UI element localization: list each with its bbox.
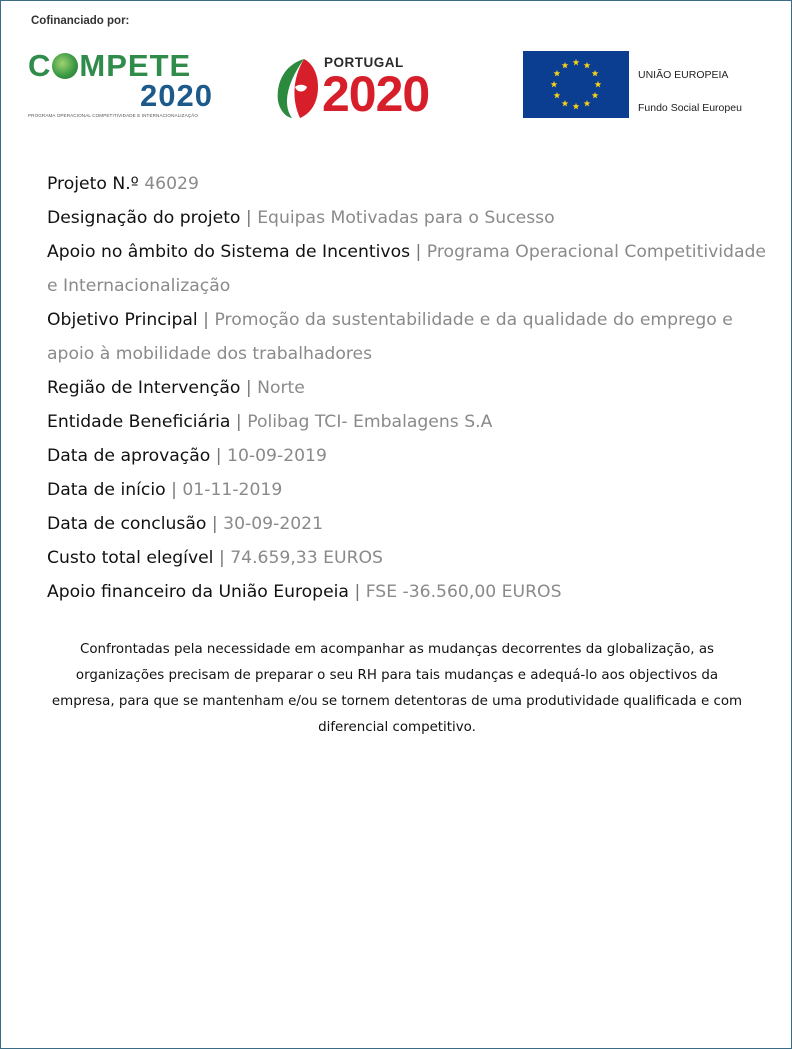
eu-star-icon xyxy=(595,81,602,88)
eu-name: UNIÃO EUROPEIA xyxy=(638,69,729,81)
eu-star-icon xyxy=(573,103,580,110)
eu-star-icon xyxy=(554,92,561,99)
row-value: FSE -36.560,00 EUROS xyxy=(365,582,562,602)
row-value: Programa Operacional Competitividade e Internacionalização xyxy=(47,242,766,296)
project-row xyxy=(47,541,767,575)
row-value: 01-11-2019 xyxy=(182,480,283,500)
row-label: Entidade Beneficiária xyxy=(47,412,231,432)
row-separator: | xyxy=(245,208,252,228)
row-value: 30-09-2021 xyxy=(223,514,324,534)
eu-star-icon xyxy=(592,92,599,99)
row-label: Apoio financeiro da União Europeia xyxy=(47,582,349,602)
globe-icon xyxy=(52,53,78,79)
row-separator: | xyxy=(218,548,225,568)
eu-flag-icon xyxy=(523,51,629,118)
row-separator: | xyxy=(235,412,242,432)
project-row xyxy=(47,235,767,303)
row-label: Designação do projeto xyxy=(47,208,241,228)
project-row xyxy=(47,439,767,473)
project-row xyxy=(47,405,767,439)
row-value: 46029 xyxy=(144,174,199,194)
portugal-2020-logo xyxy=(274,53,484,123)
row-separator: | xyxy=(245,378,252,398)
eu-star-icon xyxy=(562,62,569,69)
row-label: Apoio no âmbito do Sistema de Incentivos xyxy=(47,242,411,262)
compete-letters-rest: MPETE xyxy=(79,48,192,83)
project-info xyxy=(47,167,767,609)
row-label: Custo total elegível xyxy=(47,548,214,568)
row-value: Norte xyxy=(257,378,305,398)
portugal-label: PORTUGAL xyxy=(324,55,404,70)
eu-star-icon xyxy=(554,70,561,77)
row-value: Promoção da sustentabilidade e da qualidade do emprego e apoio à mobilidade dos trabalhadores xyxy=(47,310,733,364)
eu-star-icon xyxy=(562,100,569,107)
row-label: Data de conclusão xyxy=(47,514,207,534)
cofinanced-label: Cofinanciado por: xyxy=(31,15,130,27)
portugal-flag-mark-icon xyxy=(274,57,320,119)
project-row xyxy=(47,473,767,507)
eu-star-icon xyxy=(592,70,599,77)
project-row xyxy=(47,575,767,609)
project-row xyxy=(47,201,767,235)
project-row xyxy=(47,371,767,405)
compete-subtitle: PROGRAMA OPERACIONAL COMPETITIVIDADE E INTERNACIONALIZAÇÃO xyxy=(28,113,199,118)
row-separator: | xyxy=(215,446,222,466)
eu-fund-name: Fundo Social Europeu xyxy=(638,102,742,114)
row-label: Região de Intervenção xyxy=(47,378,241,398)
row-value: Equipas Motivadas para o Sucesso xyxy=(257,208,555,228)
project-row xyxy=(47,507,767,541)
compete-letter-c: C xyxy=(28,48,52,83)
eu-star-icon xyxy=(584,100,591,107)
row-separator: | xyxy=(354,582,361,602)
portugal-year: 2020 xyxy=(322,66,430,122)
compete-year: 2020 xyxy=(140,78,213,113)
row-value: Polibag TCI- Embalagens S.A xyxy=(247,412,493,432)
eu-star-icon xyxy=(551,81,558,88)
row-value: 10-09-2019 xyxy=(227,446,327,466)
project-description: Confrontadas pela necessidade em acompanhar as mudanças decorrentes da globalização, as organizações precisam de preparar o seu RH para tais mudanças e adequá-lo aos objectivos da empresa, para que se mantenham e/ou se tornem detentoras de uma produtividade qualificada e com diferencial competitivo. xyxy=(51,642,743,735)
project-row xyxy=(47,167,767,201)
eu-star-icon xyxy=(584,62,591,69)
row-label: Objetivo Principal xyxy=(47,310,198,330)
row-label: Data de aprovação xyxy=(47,446,211,466)
eu-star-icon xyxy=(573,59,580,66)
row-separator: | xyxy=(171,480,177,500)
eu-stars-icon xyxy=(523,51,629,118)
row-separator: | xyxy=(203,310,209,330)
compete-2020-logo xyxy=(28,49,238,124)
row-label: Projeto N.º xyxy=(47,174,139,194)
row-separator: | xyxy=(211,514,218,534)
row-separator: | xyxy=(415,242,422,262)
row-value: 74.659,33 EUROS xyxy=(230,548,383,568)
project-row xyxy=(47,303,767,371)
row-label: Data de início xyxy=(47,480,166,500)
